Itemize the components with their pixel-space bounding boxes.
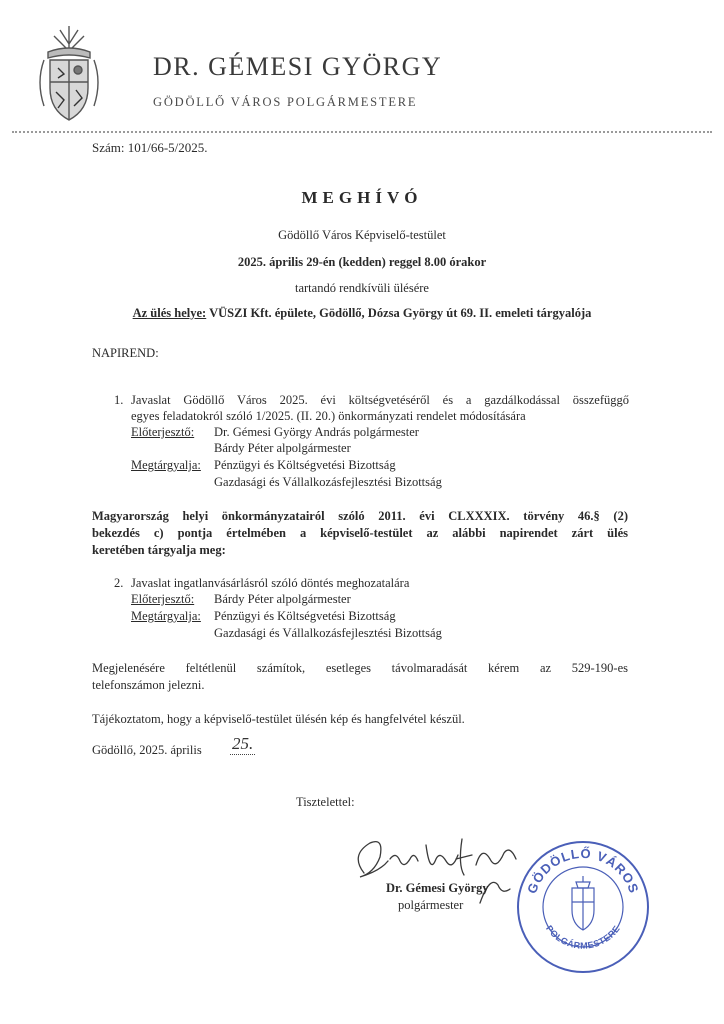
signatory-role: polgármester	[398, 898, 464, 912]
agenda-item-1-presenter-label: Előterjesztő:	[131, 425, 195, 439]
agenda-item-1-presenter-1: Dr. Gémesi György András polgármester	[214, 425, 419, 439]
addressee: Gödöllő Város Képviselő-testület	[278, 228, 446, 242]
recording-notice: Tájékoztatom, hogy a képviselő-testület ülésén kép és hangfelvétel készül.	[92, 712, 465, 726]
date-place: Gödöllő, 2025. április	[92, 743, 202, 757]
date-day: 25.	[232, 734, 254, 753]
header-name: DR. GÉMESI GYÖRGY	[153, 52, 443, 81]
signatory-name: Dr. Gémesi György	[386, 881, 489, 895]
header-subtitle: GÖDÖLLŐ VÁROS POLGÁRMESTERE	[153, 95, 418, 109]
stamp-bottom-text: POLGÁRMESTERE	[544, 923, 622, 951]
agenda-item-2-presenter-1: Bárdy Péter alpolgármester	[214, 592, 351, 606]
agenda-item-1-title-line1: Javaslat Gödöllő Város 2025. évi költségvetéséről és a gazdálkodással összefüggő	[131, 393, 629, 407]
reference-number: Szám: 101/66-5/2025.	[92, 140, 208, 155]
agenda-item-1-committee-2: Gazdasági és Vállalkozásfejlesztési Bizottság	[214, 475, 442, 489]
closed-session-line3: keretében tárgyalja meg:	[92, 543, 226, 557]
stamp-top-text: GÖDÖLLŐ VÁROS	[524, 845, 642, 896]
closed-session-line1: Magyarország helyi önkormányzatairól szóló 2011. évi CLXXXIX. törvény 46.§ (2)	[92, 509, 628, 523]
agenda-item-1-title-line2: egyes feladatokról szóló 1/2025. (II. 20.) önkormányzati rendelet módosítására	[131, 409, 526, 423]
document-title: MEGHÍVÓ	[301, 188, 423, 207]
agenda-label: NAPIREND:	[92, 346, 159, 360]
agenda-item-2-number: 2.	[114, 576, 124, 590]
agenda-item-1-committee-1: Pénzügyi és Költségvetési Bizottság	[214, 458, 396, 472]
agenda-item-2-committee-1: Pénzügyi és Költségvetési Bizottság	[214, 609, 396, 623]
city-crest-icon	[30, 22, 108, 130]
agenda-item-1-number: 1.	[114, 393, 124, 407]
header-divider	[12, 131, 712, 133]
agenda-item-2-presenter-label: Előterjesztő:	[131, 592, 195, 606]
agenda-item-1-presenter-2: Bárdy Péter alpolgármester	[214, 441, 351, 455]
meeting-time: 2025. április 29-én (kedden) reggel 8.00 órakor	[237, 255, 487, 269]
agenda-item-2-title: Javaslat ingatlanvásárlásról szóló döntés meghozatalára	[131, 576, 410, 590]
closing-greeting: Tisztelettel:	[296, 795, 355, 809]
venue	[0, 306, 724, 321]
meeting-type: tartandó rendkívüli ülésére	[295, 281, 429, 295]
attendance-line2: telefonszámon jelezni.	[92, 678, 205, 692]
agenda-item-1-discuss-label: Megtárgyalja:	[131, 458, 201, 472]
venue-label: Az ülés helye:	[132, 306, 207, 320]
attendance-line1: Megjelenésére feltétlenül számítok, esetleges távolmaradását kérem az 529-190-es	[92, 661, 628, 675]
closed-session-line2: bekezdés c) pontja értelmében a képviselő-testület az alábbi napirendet zárt ülés	[92, 526, 628, 540]
venue-value: VÜSZI Kft. épülete, Gödöllő, Dózsa György út 69. II. emeleti tárgyalója	[206, 306, 592, 320]
official-stamp-icon	[514, 838, 652, 976]
agenda-item-2-committee-2: Gazdasági és Vállalkozásfejlesztési Bizottság	[214, 626, 442, 640]
agenda-item-2-discuss-label: Megtárgyalja:	[131, 609, 201, 623]
